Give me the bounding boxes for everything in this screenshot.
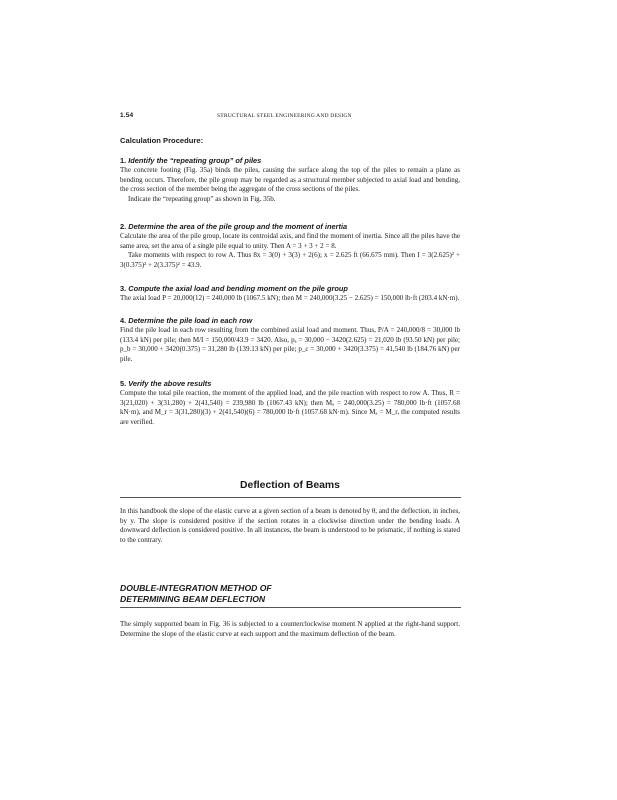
- method-title: [120, 583, 460, 604]
- step-4-heading: 4. Determine the pile load in each row: [120, 316, 253, 325]
- page-number: 1.54: [120, 112, 134, 119]
- step-1: [120, 156, 460, 204]
- step-2-paragraph-1: Calculate the area of the pile group, locate its centroidal axis, and find the moment of inertia. Since all the piles have the same area, set the area of a single pile equal to unity. Then A = 3 + 3 + 2 = 8.: [120, 232, 460, 250]
- step-2-heading: 2. Determine the area of the pile group and the moment of inertia: [120, 222, 348, 231]
- section-title: Deflection of Beams: [240, 480, 340, 491]
- step-5: [120, 379, 460, 427]
- step-2: [120, 222, 460, 270]
- step-4-paragraph-1: Find the pile load in each row resulting from the combined axial load and moment. Thus, P/A = 240,000/8 = 30,000 lb (133.4 kN) per pile; then M/I = 150,000/43.9 = 3420. Also, pₐ = 30,000 − 3420(2.625) = 21,020 lb (93.50 kN) per pile; p_b = 30,000 + 3420(0.375) = 31,280 lb (139.13 kN) per pile; p_c = 30,000 + 3420(3.375) = 41,540 lb (184.76 kN) per pile.: [120, 326, 460, 363]
- method-title-line-1: DOUBLE-INTEGRATION METHOD OF: [120, 583, 272, 593]
- section-rule: [120, 497, 461, 498]
- step-4: [120, 316, 460, 364]
- calculation-procedure-label: Calculation Procedure:: [120, 136, 204, 145]
- step-1-heading: 1. Identify the “repeating group” of piles: [120, 156, 262, 165]
- method-title-line-2: DETERMINING BEAM DEFLECTION: [120, 593, 266, 604]
- step-2-paragraph-2: Take moments with respect to row A. Thus 8x = 3(0) + 3(3) + 2(6); x = 2.625 ft (66.675 mm). Then I = 3(2.625)² + 3(0.375)² + 2(3.375)² = 43.9.: [120, 251, 460, 269]
- method-text: [120, 620, 460, 639]
- section-intro: [120, 507, 460, 545]
- step-3-paragraph-1: The axial load P = 20,000(12) = 240,000 lb (1067.5 kN); then M = 240,000(3.25 − 2.625) = 150,000 lb·ft (203.4 kN·m).: [120, 294, 460, 302]
- running-title: STRUCTURAL STEEL ENGINEERING AND DESIGN: [217, 112, 352, 119]
- step-3-heading: 3. Compute the axial load and bending moment on the pile group: [120, 284, 348, 293]
- step-3: [120, 284, 460, 304]
- method-rule: [120, 607, 461, 608]
- step-5-paragraph-1: Compute the total pile reaction, the moment of the applied load, and the pile reaction with respect to row A. Thus, R = 3(21,020) + 3(31,280) + 2(41,540) = 239,980 lb (1067.43 kN); then Mₐ = 240,000(3.25) = 780,000 lb·ft (1057.68 kN·m), and M_r = 3(31,280)(3) + 2(41,540)(6) = 780,000 lb·ft (1057.68 kN·m). Since Mₐ = M_r, the computed results are verified.: [120, 389, 460, 426]
- step-1-paragraph-1: The concrete footing (Fig. 35a) binds the piles, causing the surface along the top of the piles to remain a plane as bending occurs. Therefore, the pile group may be regarded as a structural member subjected to axial load and bending, the cross section of the member being the aggregate of the cross sections of the piles.: [120, 166, 460, 194]
- step-5-heading: 5. Verify the above results: [120, 379, 212, 388]
- section-intro-paragraph: In this handbook the slope of the elastic curve at a given section of a beam is denoted by θ, and the deflection, in inches, by y. The slope is considered positive if the section rotates in a clockwise direction under the bending loads. A downward deflection is considered positive. In all instances, the beam is understood to be prismatic, if nothing is stated to the contrary.: [120, 507, 460, 544]
- step-1-paragraph-2: Indicate the “repeating group” as shown in Fig. 35b.: [128, 194, 276, 203]
- method-paragraph: The simply supported beam in Fig. 36 is subjected to a counterclockwise moment N applied at the right-hand support. Determine the slope of the elastic curve at each support and the maximum deflection of the beam.: [120, 620, 460, 638]
